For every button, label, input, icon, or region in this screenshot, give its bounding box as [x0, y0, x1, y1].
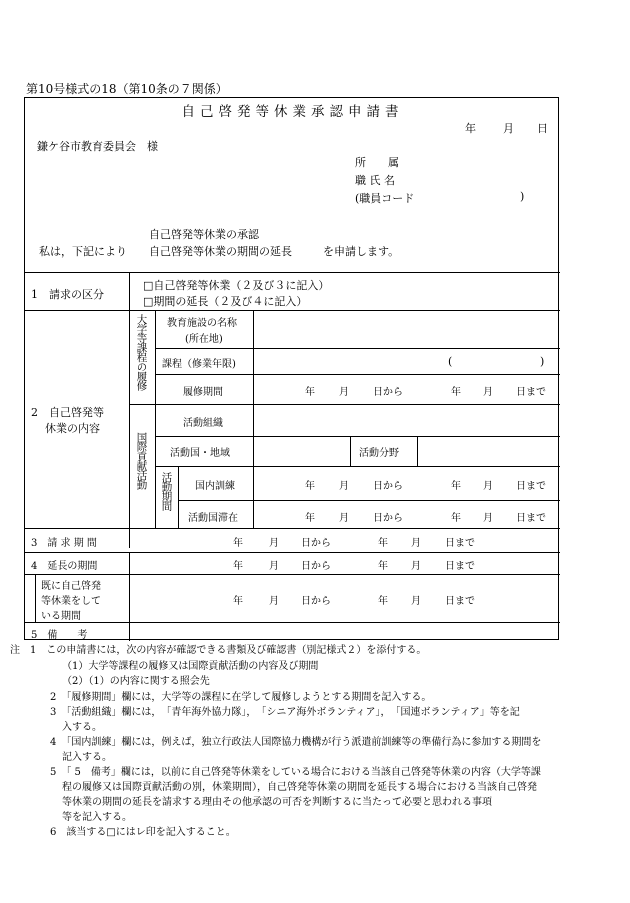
course-paren-close: ): [540, 355, 545, 368]
vrule-field-left: [350, 436, 351, 466]
staff-code-label: (職員コード: [355, 192, 415, 205]
vrule-row5-indent: [35, 574, 36, 622]
rule-top-table: [25, 272, 560, 273]
req-to-day: 日まで: [445, 538, 475, 549]
rule-after-row3: [25, 552, 560, 553]
date-year-label: 年: [465, 122, 476, 135]
stay-to-day: 日まで: [516, 513, 546, 524]
ext-from-day: 日から: [301, 561, 331, 572]
prev-to-month: 月: [411, 596, 421, 607]
stay-from-year: 年: [305, 513, 315, 524]
rule-univ-intl: [129, 404, 560, 405]
study-from-year: 年: [305, 387, 315, 398]
req-from-month: 月: [269, 538, 279, 549]
rule-after-row1: [25, 310, 560, 311]
study-from-day: 日から: [373, 387, 403, 398]
rule-intl-3: [178, 500, 560, 501]
ext-to-year: 年: [378, 561, 388, 572]
row5-label-line2: 等休業をして: [41, 596, 101, 607]
row5-label-line1: 既に自己啓発: [41, 581, 101, 592]
note-5-line1: 5 「 5 備考」欄には，以前に自己啓発等休業をしている場合における当該自己啓発等休業の内容（大学等課: [50, 767, 541, 778]
vrule-period-col: [178, 466, 179, 528]
domestic-training-label: 国内訓練: [195, 481, 235, 492]
stay-to-year: 年: [451, 513, 461, 524]
date-day-label: 日: [537, 122, 548, 135]
activity-field-label: 活動分野: [359, 448, 399, 459]
request-suffix: を申請します。: [323, 245, 400, 258]
staff-code-close: ): [520, 190, 525, 203]
study-to-month: 月: [483, 387, 493, 398]
activity-org-label: 活動組織: [183, 418, 223, 429]
rule-after-row2: [25, 528, 560, 529]
form-title: 自己啓発等休業承認申請書: [181, 104, 404, 120]
training-to-month: 月: [483, 481, 493, 492]
note-3-line1: 3 「活動組織」欄には， 「青年海外協力隊」， 「シニア海外ボランティア」， 「国連ボランティア」等を記: [50, 707, 520, 718]
row1-option-leave[interactable]: □自己啓発等休業（２及び３に記入）: [143, 279, 330, 292]
note-1-a: （1）大学等課程の履修又は国際貢献活動の内容及び期間: [62, 661, 319, 672]
study-from-month: 月: [339, 387, 349, 398]
intl-activity-vertical-label: 国際貢献活動: [135, 432, 148, 489]
note-4-line1: 4 「国内訓練」欄には，例えば，独立行政法人国際協力機構が行う派遣前訓練等の準備行為に参加する期間を: [50, 737, 542, 748]
rule-intl-2: [155, 466, 560, 467]
prev-to-day: 日まで: [445, 596, 475, 607]
vrule-field-right: [417, 436, 418, 466]
date-month-label: 月: [503, 122, 514, 135]
note-1-b: （2）（1）の内容に関する照会先: [62, 676, 210, 687]
activity-country-label: 活動国・地域: [170, 448, 230, 459]
row6-label: 5 備 考: [31, 630, 88, 641]
req-to-year: 年: [378, 538, 388, 549]
institution-name-label: 教育施設の名称: [167, 318, 237, 329]
ext-to-day: 日まで: [445, 561, 475, 572]
note-6: 6 該当する□にはレ印を記入すること。: [50, 827, 236, 838]
stay-to-month: 月: [483, 513, 493, 524]
univ-course-vertical-label: 大学等課程の履修: [135, 314, 148, 390]
training-to-day: 日まで: [516, 481, 546, 492]
activity-period-vertical-label: 活動期間: [160, 472, 173, 510]
req-to-month: 月: [411, 538, 421, 549]
note-5-line2: 程の履修又は国際貢献活動の別，休業期間），自己啓発等休業の期間を延長する場合における当該自己啓発: [62, 782, 537, 793]
rule-after-row5: [25, 622, 560, 623]
vrule-label-col: [129, 272, 130, 548]
rule-row5-inner: [35, 574, 129, 575]
note-3-line2: 入する。: [62, 722, 102, 733]
rule-univ-2: [155, 374, 560, 375]
stay-abroad-label: 活動国滞在: [188, 513, 238, 524]
req-from-year: 年: [233, 538, 243, 549]
application-form: [24, 97, 559, 640]
note-5-line4: 等を記入する。: [62, 812, 132, 823]
rule-intl-1: [155, 436, 560, 437]
note-5-line3: 等休業の期間の延長を請求する理由その他承認の可否を判断するに当たって必要と思われる事項: [62, 797, 492, 808]
training-from-year: 年: [305, 481, 315, 492]
row2-label-line2: 休業の内容: [45, 422, 100, 435]
training-from-month: 月: [339, 481, 349, 492]
study-to-day: 日まで: [516, 387, 546, 398]
course-label: 課程（修業年限): [162, 359, 236, 370]
ext-to-month: 月: [411, 561, 421, 572]
vrule-item-col: [253, 310, 254, 528]
form-number-label: 第10号様式の18（第10条の７関係）: [26, 82, 228, 96]
training-to-year: 年: [451, 481, 461, 492]
institution-location-label: (所在地): [185, 334, 223, 345]
prev-to-year: 年: [378, 596, 388, 607]
req-from-day: 日から: [301, 538, 331, 549]
study-to-year: 年: [451, 387, 461, 398]
prev-from-year: 年: [233, 596, 243, 607]
affiliation-label: 所 属: [355, 156, 399, 169]
ext-from-month: 月: [269, 561, 279, 572]
row5-label-line3: いる期間: [41, 611, 81, 622]
row1-option-extension[interactable]: □期間の延長（２及び４に記入）: [143, 295, 308, 308]
study-period-label: 履修期間: [183, 387, 223, 398]
course-paren-open: (: [448, 355, 453, 368]
note-4-line2: 記入する。: [62, 752, 112, 763]
request-option-extension: 自己啓発等休業の期間の延長: [149, 245, 292, 258]
request-option-approval: 自己啓発等休業の承認: [149, 228, 259, 241]
addressee: 鎌ケ谷市教育委員会 様: [37, 140, 158, 153]
note-1: 注 1 この申請書には，次の内容が確認できる書類及び確認書（別記様式２）を添付する。: [10, 645, 427, 656]
vrule-label-col-lower: [129, 552, 130, 641]
note-2: 2 「履修期間」欄には，大学等の課程に在学して履修しようとする期間を記入する。: [50, 692, 432, 703]
row1-label: 1 請求の区分: [31, 288, 104, 301]
row4-label: 4 延長の期間: [31, 561, 98, 572]
training-from-day: 日から: [373, 481, 403, 492]
row2-label-line1: 2 自己啓発等: [31, 406, 104, 419]
prev-from-day: 日から: [301, 596, 331, 607]
staff-name-label: 職 氏 名: [355, 174, 395, 187]
request-prefix: 私は，下記により: [39, 245, 127, 258]
rule-univ-1: [155, 348, 560, 349]
row3-label: 3 請 求 期 間: [31, 538, 97, 549]
prev-from-month: 月: [269, 596, 279, 607]
stay-from-month: 月: [339, 513, 349, 524]
vrule-sub-col: [155, 310, 156, 528]
ext-from-year: 年: [233, 561, 243, 572]
stay-from-day: 日から: [373, 513, 403, 524]
